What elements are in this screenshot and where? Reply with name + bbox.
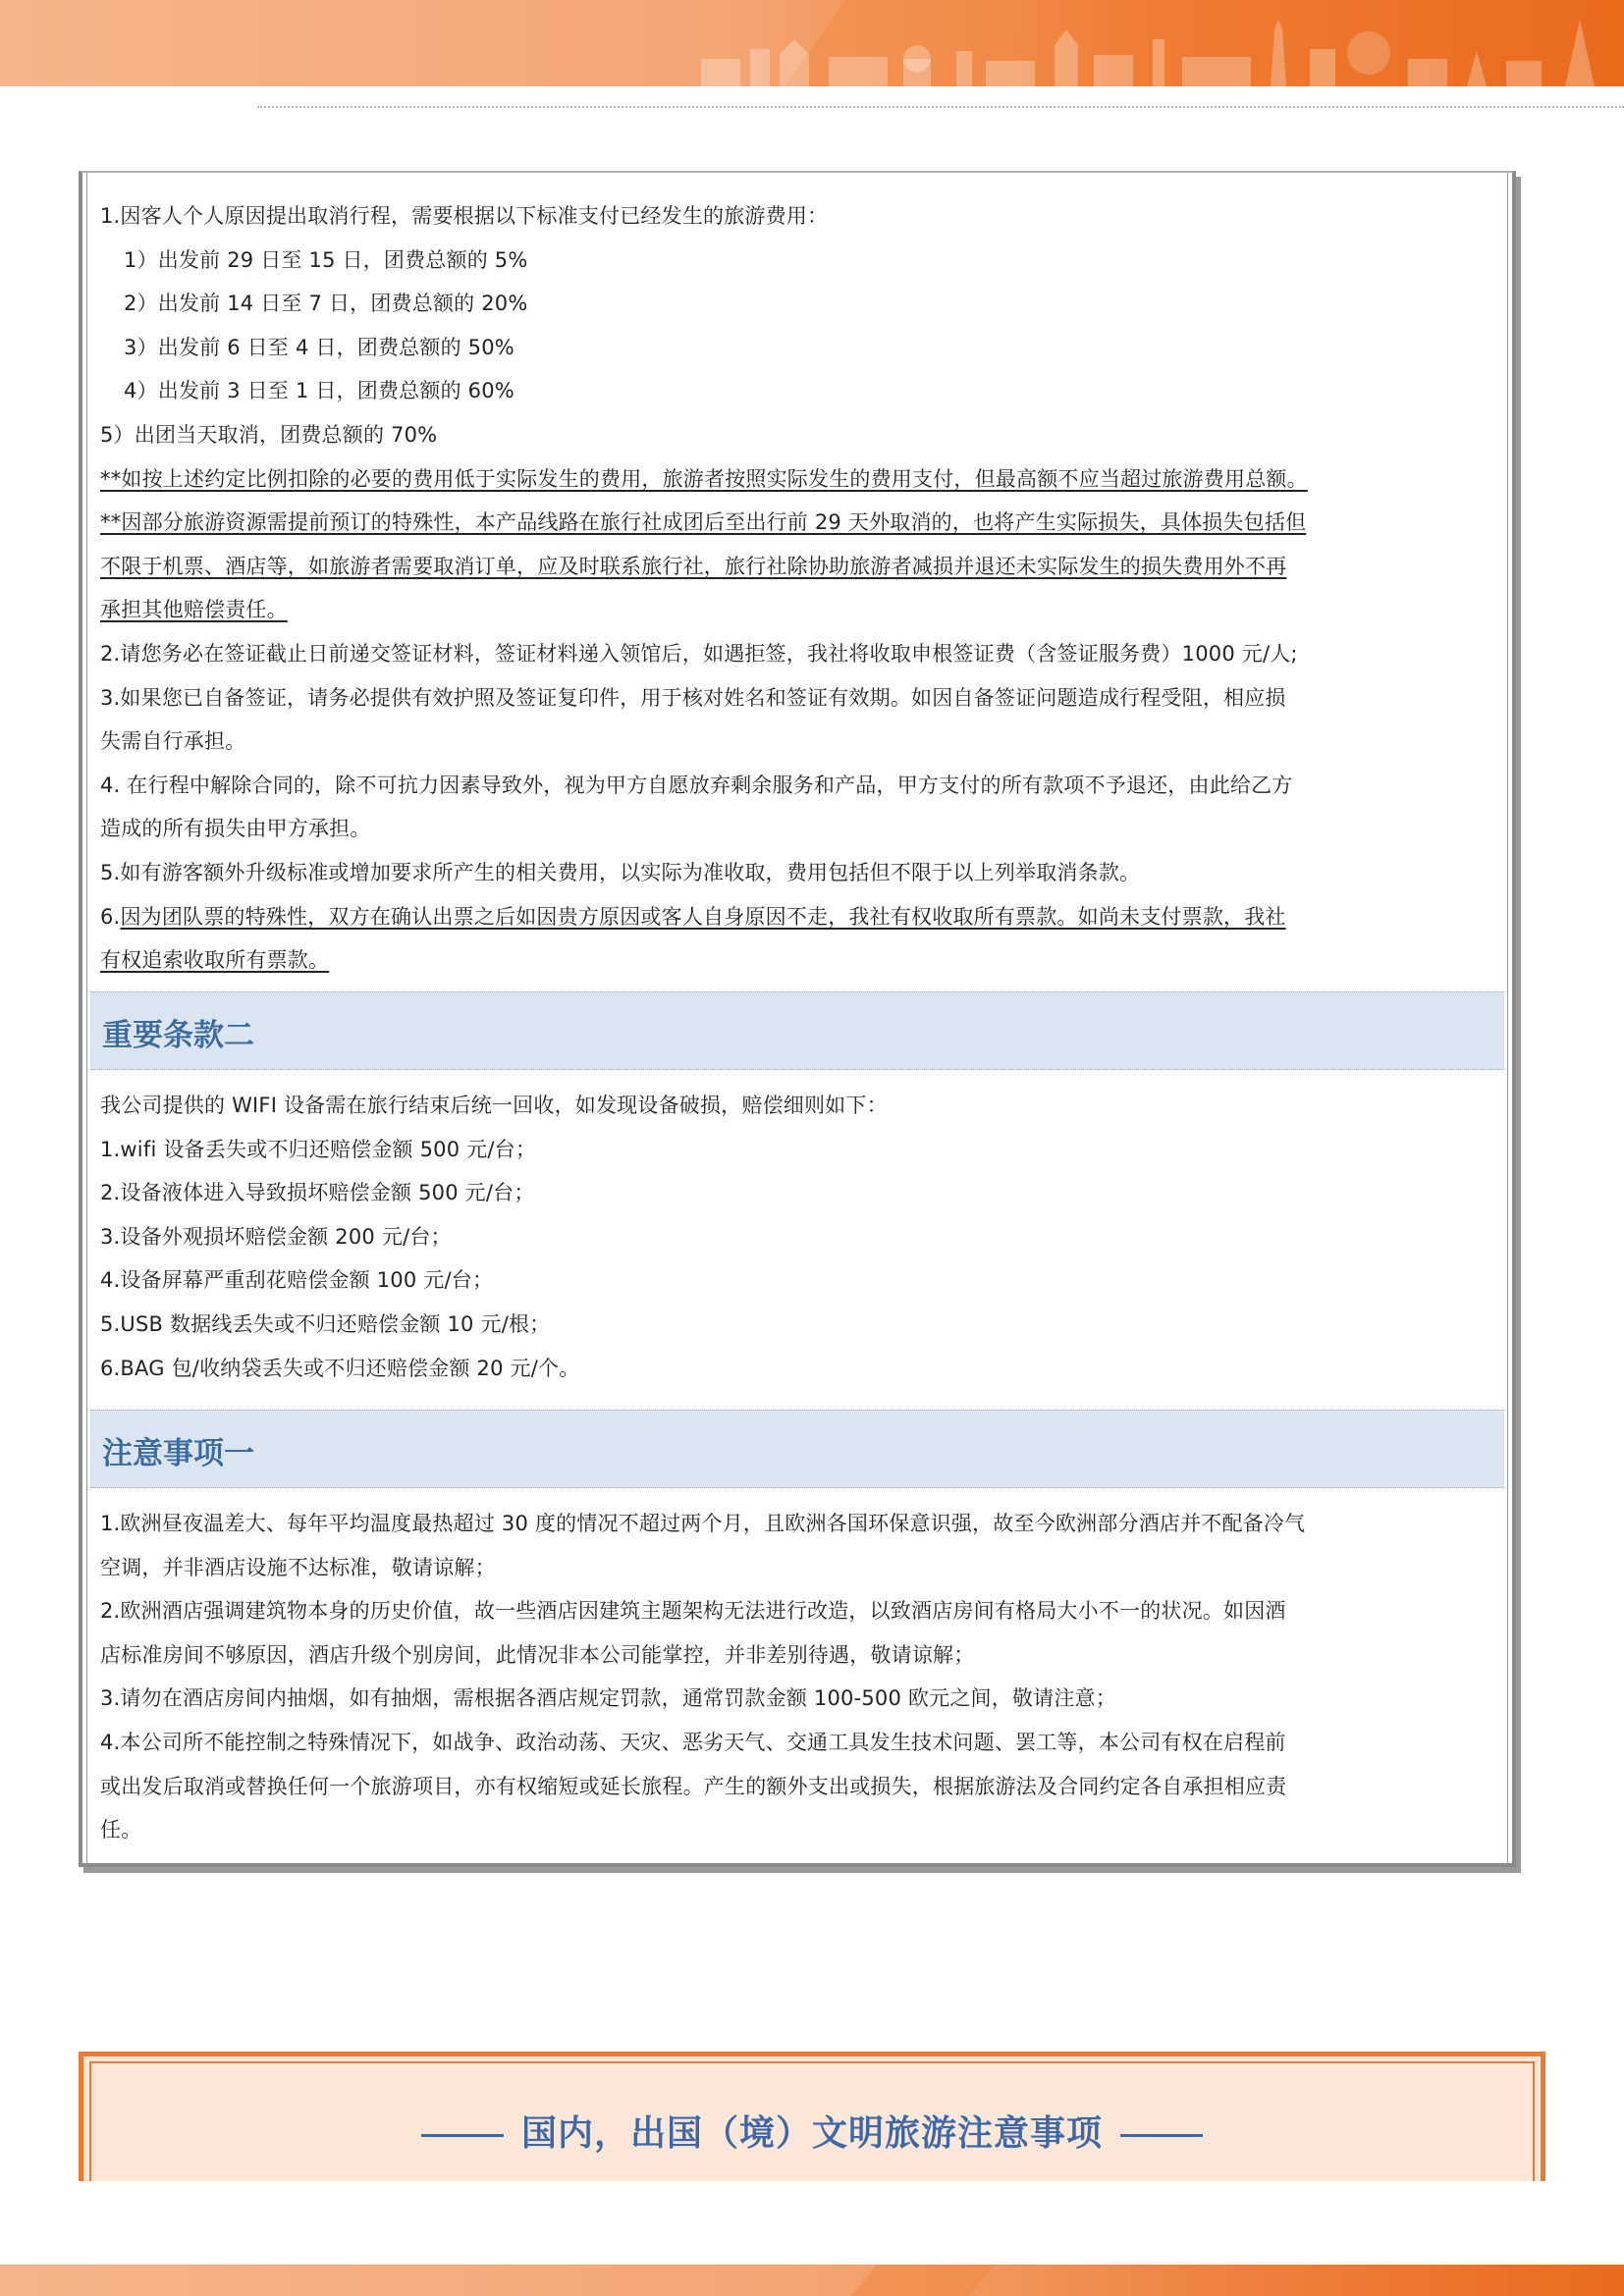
term-line-underlined: 承担其他赔偿责任。 xyxy=(100,598,288,622)
civilized-travel-title-box xyxy=(79,2052,1545,2181)
wifi-line: 1.wifi 设备丢失或不归还赔偿金额 500 元/台； xyxy=(100,1137,537,1161)
term-line: 1）出发前 29 日至 15 日，团费总额的 5% xyxy=(124,247,528,272)
term-line: 3）出发前 6 日至 4 日，团费总额的 50% xyxy=(124,335,514,359)
term-line: 2.请您务必在签证截止日前递交签证材料，签证材料递入领馆后，如遇拒签，我社将收取申根签证费（含签证服务费）1000 元/人; xyxy=(100,641,1298,666)
bottom-banner-diagonal xyxy=(851,2265,996,2296)
box-inner-border-left xyxy=(86,173,87,1863)
term-line-underlined: **如按上述约定比例扣除的必要的费用低于实际发生的费用，旅游者按照实际发生的费用支付，但最高额不应当超过旅游费用总额。 xyxy=(100,466,1308,491)
notice-terms xyxy=(100,1502,1496,1852)
title-dash-left xyxy=(421,2134,504,2137)
term-line: 2）出发前 14 日至 7 日，团费总额的 20% xyxy=(124,292,528,316)
wifi-line: 4.设备屏幕严重刮花赔偿金额 100 元/台； xyxy=(100,1268,494,1293)
wifi-line: 我公司提供的 WIFI 设备需在旅行结束后统一回收，如发现设备破损，赔偿细则如下： xyxy=(100,1094,888,1117)
cancellation-terms xyxy=(100,194,1496,983)
wifi-line: 6.BAG 包/收纳袋丢失或不归还赔偿金额 20 元/个。 xyxy=(100,1356,580,1380)
terms-box xyxy=(79,171,1516,1867)
wifi-line: 2.设备液体进入导致损坏赔偿金额 500 元/台； xyxy=(100,1181,535,1205)
term-number: 6. xyxy=(100,904,121,929)
notice-line: 4.本公司所不能控制之特殊情况下，如战争、政治动荡、天灾、恶劣天气、交通工具发生技术问题、罢工等，本公司有权在启程前 xyxy=(100,1730,1286,1754)
term-line: 5.如有游客额外升级标准或增加要求所产生的相关费用，以实际为准收取，费用包括但不限于以上列举取消条款。 xyxy=(100,860,1141,884)
wifi-line: 3.设备外观损坏赔偿金额 200 元/台； xyxy=(100,1224,452,1249)
notice-line: 任。 xyxy=(100,1818,142,1842)
notice-line: 或出发后取消或替换任何一个旅游项目，亦有权缩短或延长旅程。产生的额外支出或损失，根据旅游法及合同约定各自承担相应责 xyxy=(100,1774,1287,1798)
wifi-terms xyxy=(100,1084,1496,1390)
wifi-line: 5.USB 数据线丢失或不归还赔偿金额 10 元/根； xyxy=(100,1311,551,1336)
term-line: 4）出发前 3 日至 1 日，团费总额的 60% xyxy=(124,379,514,403)
section-header-important-terms-2 xyxy=(90,991,1504,1070)
term-line-underlined: 有权追索收取所有票款。 xyxy=(100,948,330,973)
header-divider xyxy=(257,106,1624,108)
term-line: 3.如果您已自备签证，请务必提供有效护照及签证复印件，用于核对姓名和签证有效期。如因自备签证问题造成行程受阻，相应损 xyxy=(100,685,1286,710)
notice-line: 2.欧洲酒店强调建筑物本身的历史价值，故一些酒店因建筑主题架构无法进行改造，以致酒店房间有格局大小不一的状况。如因酒 xyxy=(100,1599,1286,1624)
term-line: 失需自行承担。 xyxy=(100,729,246,754)
term-line: 1.因客人个人原因提出取消行程，需要根据以下标准支付已经发生的旅游费用： xyxy=(100,204,829,228)
section-title: 重要条款二 xyxy=(102,1018,254,1053)
notice-line: 空调，并非酒店设施不达标准，敬请谅解； xyxy=(100,1555,496,1579)
section-title: 注意事项一 xyxy=(102,1436,254,1471)
section-header-notice-1 xyxy=(90,1410,1504,1488)
civilized-travel-title xyxy=(83,2106,1541,2156)
title-dash-right xyxy=(1120,2134,1203,2137)
term-line: 4. 在行程中解除合同的，除不可抗力因素导致外，视为甲方自愿放弃剩余服务和产品，甲方支付的所有款项不予退还，由此给乙方 xyxy=(100,773,1293,797)
term-line-underlined: 因为团队票的特殊性，双方在确认出票之后如因贵方原因或客人自身原因不走，我社有权收取所有票款。如尚未支付票款，我社 xyxy=(120,904,1286,929)
term-line: 5）出团当天取消，团费总额的 70% xyxy=(100,422,438,447)
title-text: 国内，出国（境）文明旅游注意事项 xyxy=(520,2113,1103,2154)
bottom-banner xyxy=(0,2265,1624,2296)
term-line-underlined: **因部分旅游资源需提前预订的特殊性，本产品线路在旅行社成团后至出行前 29 天外取消的，也将产生实际损失，具体损失包括但 xyxy=(100,510,1307,535)
term-line-underlined: 不限于机票、酒店等，如旅游者需要取消订单，应及时联系旅行社，旅行社除协助旅游者减损并退还未实际发生的损失费用外不再 xyxy=(100,554,1287,578)
top-banner xyxy=(0,0,1624,86)
notice-line: 1.欧洲昼夜温差大、每年平均温度最热超过 30 度的情况不超过两个月，且欧洲各国环保意识强，故至今欧洲部分酒店并不配备冷气 xyxy=(100,1512,1306,1535)
notice-line: 3.请勿在酒店房间内抽烟，如有抽烟，需根据各酒店规定罚款，通常罚款金额 100-500 欧元之间，敬请注意； xyxy=(100,1686,1116,1711)
box-inner-border-right xyxy=(1507,173,1508,1863)
term-line: 造成的所有损失由甲方承担。 xyxy=(100,817,371,841)
notice-line: 店标准房间不够原因，酒店升级个别房间，此情况非本公司能掌控，并非差别待遇，敬请谅解； xyxy=(100,1642,975,1667)
city-skyline-icon xyxy=(662,0,1624,86)
